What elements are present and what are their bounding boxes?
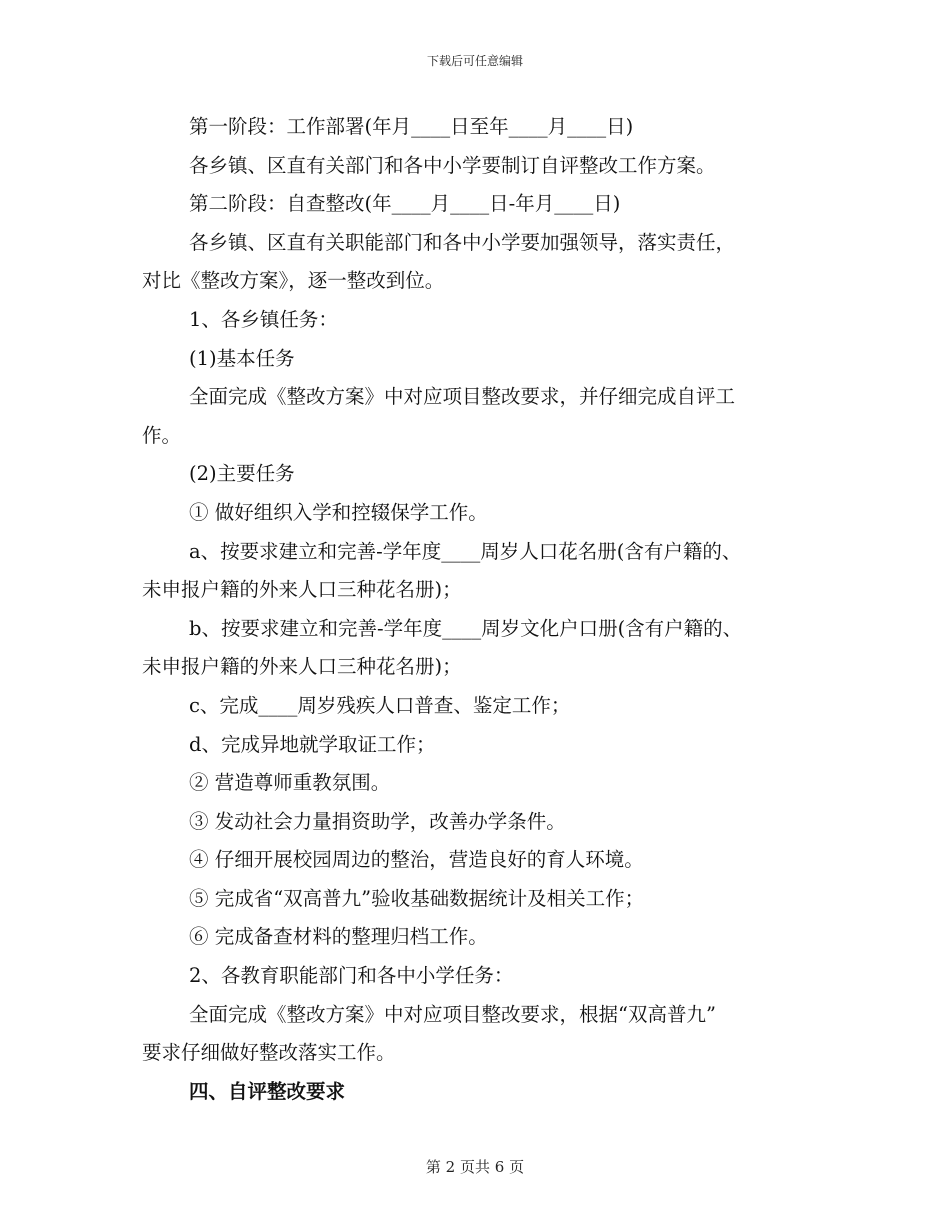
text-line: a、按要求建立和完善-学年度____周岁人口花名册(含有户籍的、: [189, 539, 742, 563]
text-line: 第二阶段：自查整改(年____月____日-年月____日): [189, 192, 621, 216]
text-line: 全面完成《整改方案》中对应项目整改要求，并仔细完成自评工: [189, 385, 736, 409]
text-line: b、按要求建立和完善-学年度____周岁文化户口册(含有户籍的、: [189, 616, 743, 640]
document-body: [142, 108, 812, 1111]
text-line: 第一阶段：工作部署(年月____日至年____月____日): [189, 115, 634, 138]
text-line: 作。: [142, 423, 182, 447]
text-line: ② 营造尊师重教氛围。: [189, 771, 391, 795]
text-line: 未申报户籍的外来人口三种花名册)；: [142, 578, 462, 602]
text-line: 1、各乡镇任务：: [189, 307, 338, 331]
text-line: 各乡镇、区直有关部门和各中小学要制订自评整改工作方案。: [189, 153, 716, 177]
text-line: (2)主要任务: [189, 462, 295, 486]
page-footer: 第 2 页共 6 页: [425, 1158, 525, 1176]
text-line: 全面完成《整改方案》中对应项目整改要求，根据“双高普九”: [189, 1002, 716, 1026]
text-line: 各乡镇、区直有关职能部门和各中小学要加强领导，落实责任，: [189, 230, 736, 254]
text-line: 2、各教育职能部门和各中小学任务：: [189, 964, 514, 988]
text-line: ③ 发动社会力量捐资助学，改善办学条件。: [189, 809, 566, 833]
text-line: ④ 仔细开展校园周边的整治，营造良好的育人环境。: [189, 848, 644, 872]
text-line: d、完成异地就学取证工作；: [189, 732, 436, 756]
text-line: ⑤ 完成省“双高普九”验收基础数据统计及相关工作；: [189, 886, 645, 910]
page-header: 下载后可任意编辑: [426, 54, 523, 68]
text-line: 未申报户籍的外来人口三种花名册)；: [142, 655, 462, 679]
text-line: 要求仔细做好整改落实工作。: [142, 1041, 396, 1065]
text-line: ⑥ 完成备查材料的整理归档工作。: [189, 925, 488, 949]
text-line: ① 做好组织入学和控辍保学工作。: [189, 500, 488, 524]
text-line: c、完成____周岁残疾人口普查、鉴定工作；: [189, 693, 571, 717]
section-heading: 四、自评整改要求: [189, 1079, 346, 1103]
text-line: (1)基本任务: [189, 346, 295, 370]
text-line: 对比《整改方案》，逐一整改到位。: [142, 269, 445, 293]
